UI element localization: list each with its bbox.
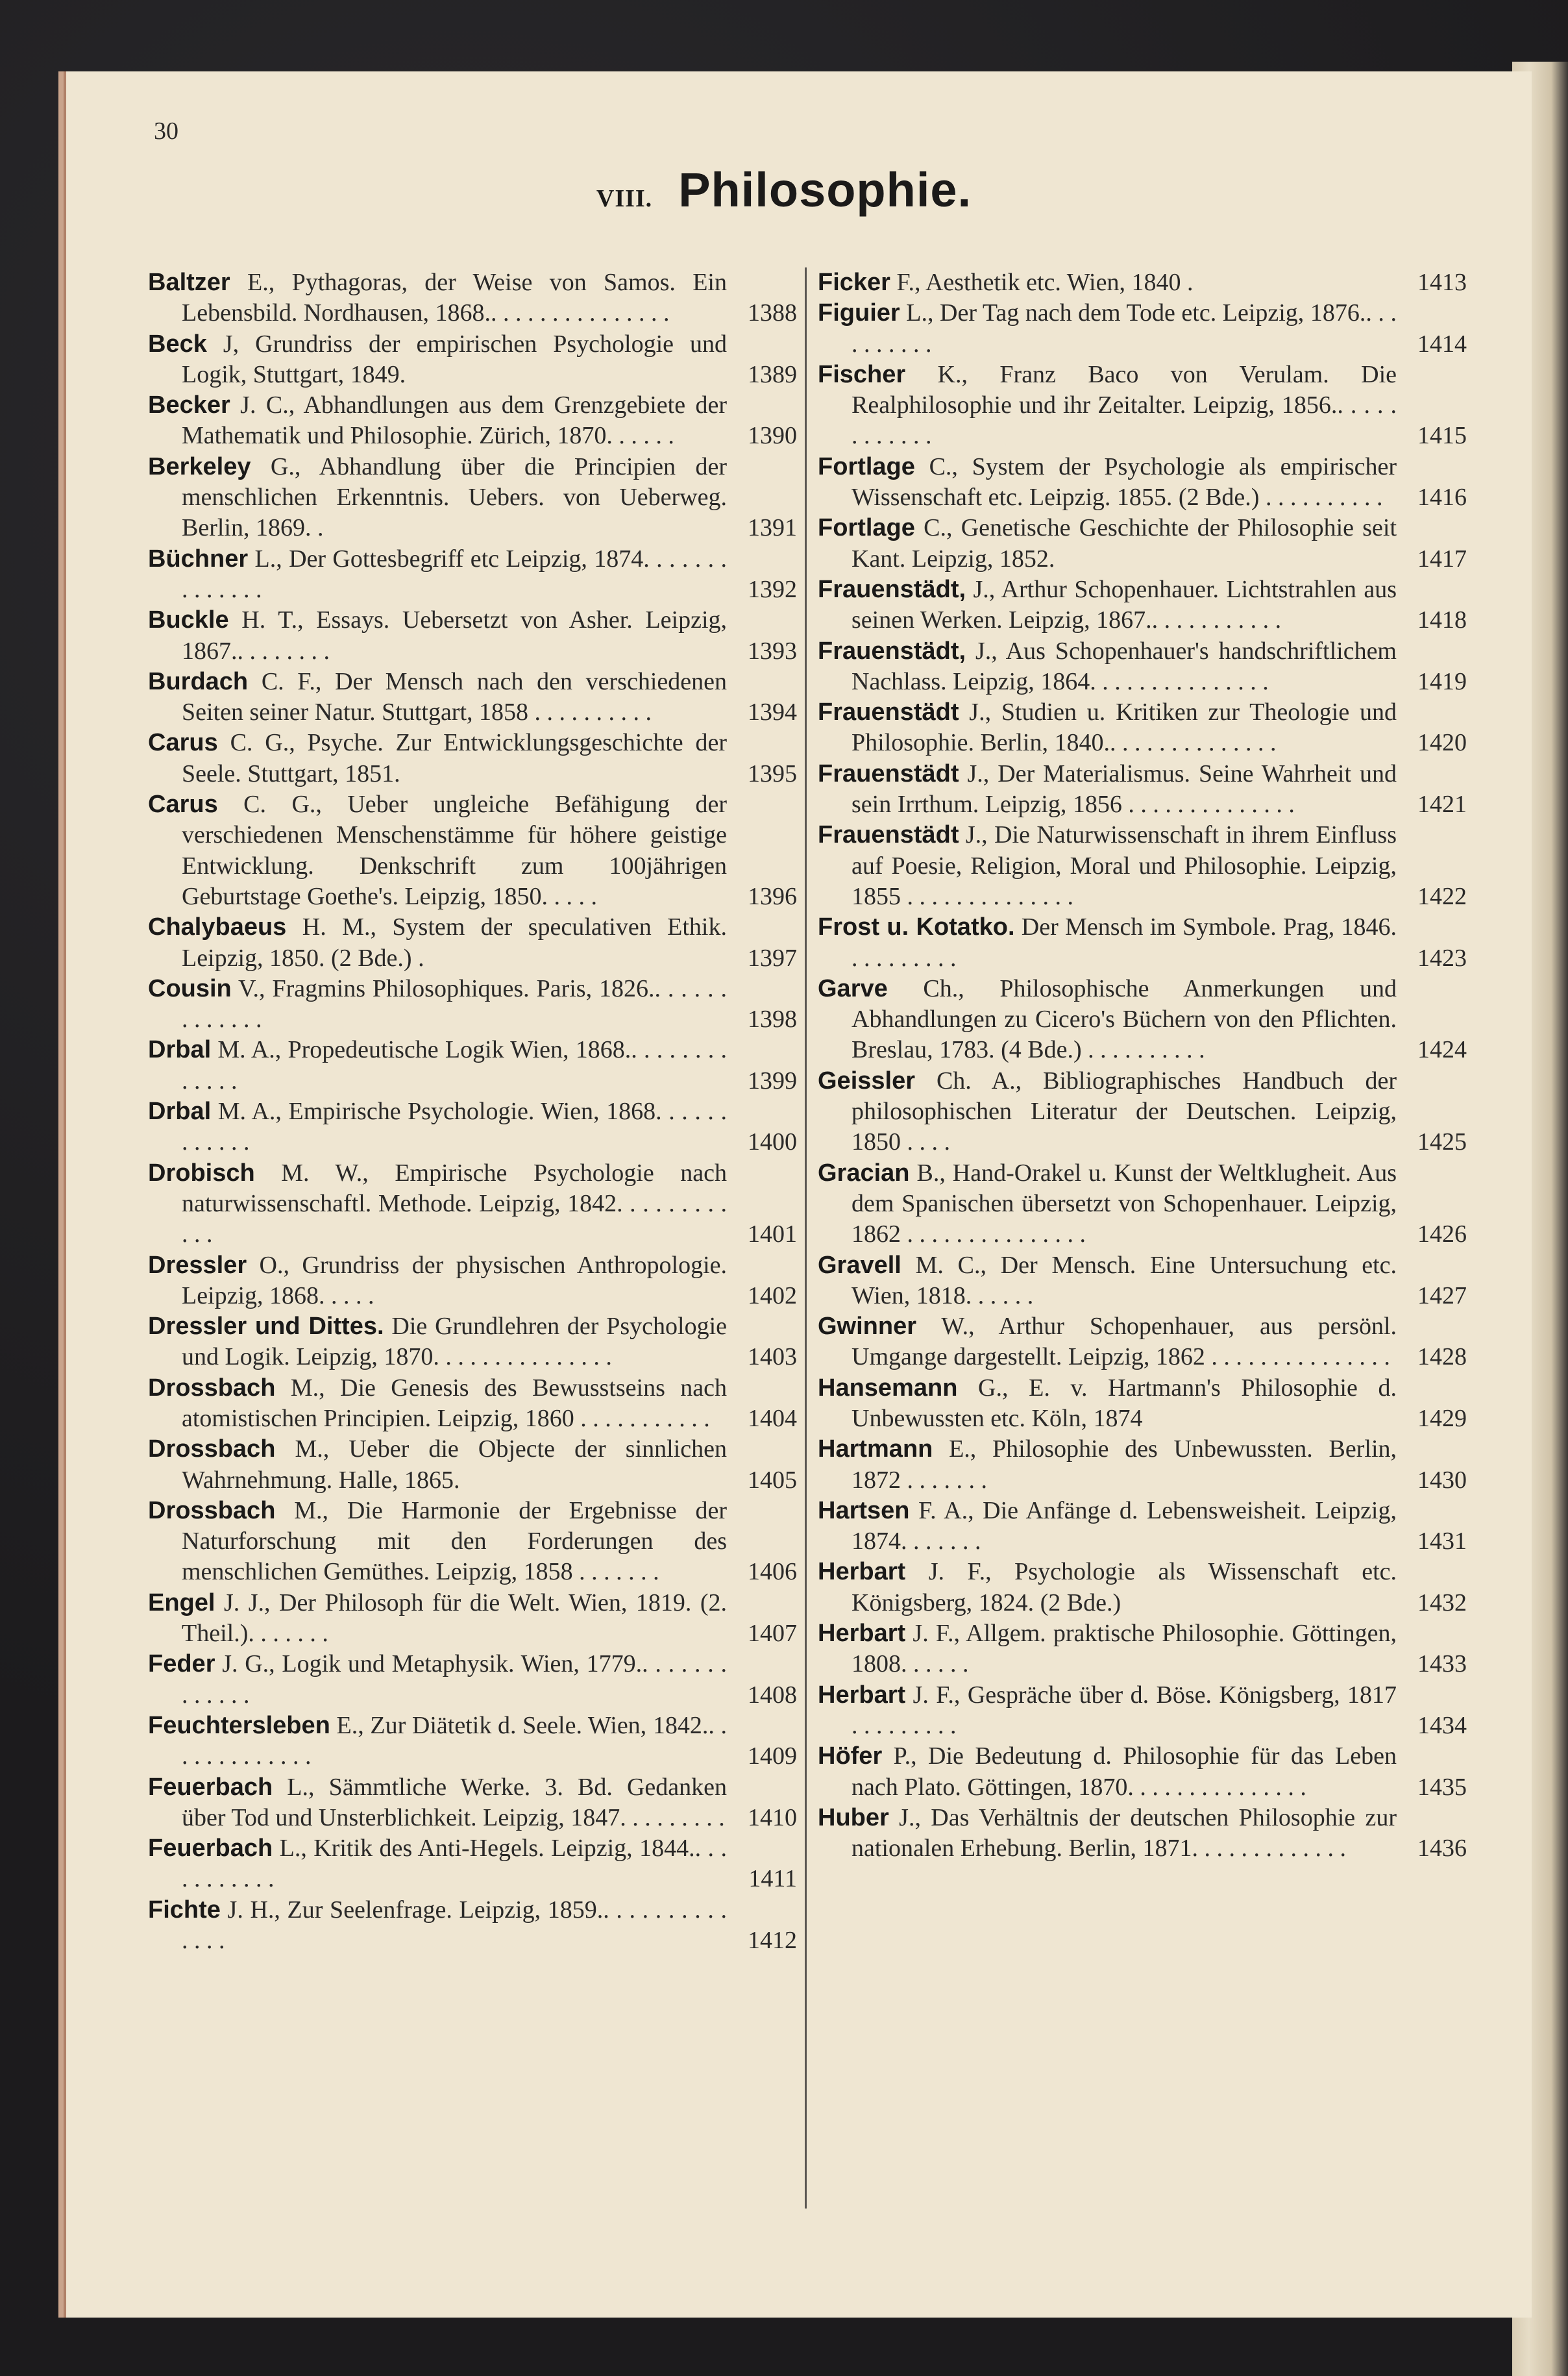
bibliography-entry: [148, 1035, 797, 1096]
entry-number: 1399: [748, 1067, 797, 1095]
entry-number: 1414: [1417, 330, 1467, 358]
bibliography-entry: [148, 1649, 797, 1711]
bibliography-entry: [818, 1741, 1467, 1803]
entry-number: 1404: [748, 1404, 797, 1432]
entry-author: Cousin: [148, 974, 232, 1002]
entry-title: O., Grundriss der physischen Anthropologie. Leipzig, 1868. . . . .: [182, 1251, 727, 1309]
section-title: Philosophie.: [678, 163, 972, 217]
bibliography-entry: [148, 605, 797, 667]
entry-title: E., Pythagoras, der Weise von Samos. Ein Lebensbild. Nordhausen, 1868.. . . . . . . . . . . . . . .: [182, 269, 727, 327]
entry-author: Hartsen: [818, 1496, 910, 1524]
entry-author: Drobisch: [148, 1159, 255, 1187]
entry-author: Feuchtersleben: [148, 1711, 330, 1739]
bibliography-entry: [148, 974, 797, 1035]
entry-title: P., Die Bedeutung d. Philosophie für das Leben nach Plato. Göttingen, 1870. . . . . . . . . . . . . . .: [851, 1742, 1397, 1801]
entry-title: J. F., Gespräche über d. Böse. Königsberg, 1817 . . . . . . . . .: [851, 1681, 1397, 1739]
entry-author: Drossbach: [148, 1435, 276, 1463]
bibliography-entry: [148, 1096, 797, 1158]
entry-author: Gwinner: [818, 1313, 917, 1341]
bibliography-entry: [148, 544, 797, 606]
entry-number: 1427: [1417, 1281, 1467, 1309]
entry-number: 1426: [1417, 1220, 1467, 1248]
entry-number: 1413: [1417, 269, 1467, 296]
entry-number: 1430: [1417, 1466, 1467, 1494]
entry-title: Ch. A., Bibliographisches Handbuch der philosophischen Literatur der Deutschen. Leipzig, 1850 . . . .: [851, 1067, 1397, 1156]
entry-number: 1418: [1417, 606, 1467, 634]
entry-number: 1401: [748, 1220, 797, 1248]
entry-author: Frost u. Kotatko.: [818, 913, 1015, 941]
entry-title: J., Das Verhältnis der deutschen Philosophie zur nationalen Erhebung. Berlin, 1871. . . . . . . . . . . . .: [851, 1803, 1397, 1862]
entry-number: 1406: [748, 1558, 797, 1586]
entry-title: F. A., Die Anfänge d. Lebensweisheit. Leipzig, 1874. . . . . . .: [851, 1496, 1397, 1555]
entry-title: J., Die Naturwissenschaft in ihrem Einfluss auf Poesie, Religion, Moral und Philosophie. Leipzig, 1855 . . . . . . . . . . . . . .: [851, 821, 1397, 910]
entry-title: Der Mensch im Symbole. Prag, 1846. . . . . . . . . .: [851, 913, 1397, 972]
bibliography-entry: [818, 1066, 1467, 1158]
entry-author: Höfer: [818, 1742, 883, 1770]
bibliography-entry: [818, 1373, 1467, 1435]
bibliography-entry: [148, 1311, 797, 1373]
bibliography-entry: [818, 1496, 1467, 1557]
entry-number: 1391: [748, 514, 797, 542]
entry-number: 1436: [1417, 1835, 1467, 1862]
bibliography-entry: [148, 789, 797, 912]
bibliography-entry: [148, 667, 797, 728]
entry-author: Huber: [818, 1803, 889, 1831]
bibliography-entry: [818, 1680, 1467, 1742]
bibliography-entry: [148, 1373, 797, 1435]
entry-number: 1408: [748, 1681, 797, 1709]
bibliography-entry: [818, 575, 1467, 636]
entry-number: 1433: [1417, 1650, 1467, 1678]
bibliography-entry: [818, 636, 1467, 698]
entry-number: 1415: [1417, 422, 1467, 450]
entry-author: Feuerbach: [148, 1835, 273, 1862]
bibliography-entry: [818, 1158, 1467, 1250]
entry-author: Buckle: [148, 606, 229, 634]
entry-author: Berkeley: [148, 452, 251, 480]
entry-author: Garve: [818, 974, 888, 1002]
bibliography-entry: [818, 1434, 1467, 1496]
bibliography-entry: [148, 452, 797, 544]
entry-title: M. C., Der Mensch. Eine Untersuchung etc. Wien, 1818. . . . . .: [851, 1251, 1397, 1309]
entry-title: J. G., Logik und Metaphysik. Wien, 1779.. . . . . . . . . . . . .: [182, 1650, 727, 1709]
entry-author: Carus: [148, 729, 218, 757]
bibliography-entry: [818, 1250, 1467, 1312]
entry-title: M. W., Empirische Psychologie nach naturwissenschaftl. Methode. Leipzig, 1842. . . . . . . . . . . .: [182, 1159, 727, 1248]
entry-title: M., Die Genesis des Bewusstseins nach atomistischen Principien. Leipzig, 1860 . . . . . . . . . . .: [182, 1374, 727, 1432]
entry-author: Fortlage: [818, 452, 915, 480]
entry-number: 1410: [748, 1803, 797, 1831]
entry-number: 1407: [748, 1620, 797, 1648]
entry-author: Drbal: [148, 1098, 212, 1126]
entry-title: Die Grundlehren der Psychologie und Logik. Leipzig, 1870. . . . . . . . . . . . . . .: [182, 1313, 728, 1371]
entry-number: 1417: [1417, 545, 1467, 573]
entry-number: 1392: [748, 575, 797, 603]
bibliography-entry: [148, 1895, 797, 1957]
bibliography-entry: [818, 974, 1467, 1066]
entry-author: Figuier: [818, 299, 900, 327]
entry-title: J. C., Abhandlungen aus dem Grenzgebiete der Mathematik und Philosophie. Zürich, 1870. . . . . .: [182, 391, 727, 450]
entry-author: Frauenstädt: [818, 699, 959, 726]
bibliography-entry: [818, 759, 1467, 821]
entry-title: V., Fragmins Philosophiques. Paris, 1826.. . . . . . . . . . . . .: [182, 974, 727, 1033]
bibliography-entry: [818, 513, 1467, 575]
entry-author: Feder: [148, 1650, 215, 1678]
entry-number: 1421: [1417, 791, 1467, 819]
entry-author: Feuerbach: [148, 1773, 273, 1801]
entry-title: J. F., Psychologie als Wissenschaft etc. Königsberg, 1824. (2 Bde.): [851, 1558, 1397, 1616]
section-heading: [0, 162, 1568, 217]
column-divider: [805, 267, 807, 2209]
entry-author: Drossbach: [148, 1374, 276, 1402]
entry-title: L., Der Tag nach dem Tode etc. Leipzig, 1876.. . . . . . . . . .: [851, 299, 1397, 358]
entry-number: 1428: [1417, 1343, 1467, 1371]
bibliography-entry: [818, 820, 1467, 912]
bibliography-entry: [148, 912, 797, 974]
right-column: [818, 267, 1467, 2234]
entry-title: L., Sämmtliche Werke. 3. Bd. Gedanken über Tod und Unsterblichkeit. Leipzig, 1847. . . . . . . . .: [182, 1773, 727, 1831]
bibliography-entry: [818, 267, 1467, 298]
entry-number: 1431: [1417, 1528, 1467, 1555]
entry-title: J. F., Allgem. praktische Philosophie. Göttingen, 1808. . . . . .: [851, 1620, 1397, 1678]
entry-title: L., Der Gottesbegriff etc Leipzig, 1874. . . . . . . . . . . . . .: [182, 545, 727, 603]
entry-number: 1396: [748, 882, 797, 910]
entry-title: C. G., Ueber ungleiche Befähigung der verschiedenen Menschenstämme für höhere geistige Entwicklung. Denkschrift zum 100jährigen Geburtstage Goethe's. Leipzig, 1850. . . . .: [182, 791, 727, 910]
entry-title: M., Die Harmonie der Ergebnisse der Naturforschung mit den Forderungen des menschlichen Gemüthes. Leipzig, 1858 . . . . . . .: [182, 1496, 727, 1586]
entry-author: Chalybaeus: [148, 913, 287, 941]
entry-number: 1395: [748, 760, 797, 787]
entry-title: C. F., Der Mensch nach den verschiedenen Seiten seiner Natur. Stuttgart, 1858 . . . . . . . . . .: [182, 667, 727, 726]
left-column: [148, 267, 797, 2234]
bibliography-entry: [818, 1803, 1467, 1864]
entry-title: G., E. v. Hartmann's Philosophie d. Unbewussten etc. Köln, 1874: [851, 1374, 1397, 1432]
entry-number: 1400: [748, 1128, 797, 1156]
entry-author: Gracian: [818, 1159, 910, 1187]
bibliography-entry: [148, 728, 797, 789]
entry-number: 1411: [748, 1865, 797, 1893]
entry-title: Ch., Philosophische Anmerkungen und Abhandlungen zu Cicero's Büchern von den Pflichten. Breslau, 1783. (4 Bde.) . . . . . . . . . .: [851, 974, 1397, 1064]
entry-author: Herbart: [818, 1620, 906, 1648]
bibliography-entry: [148, 267, 797, 329]
entry-number: 1423: [1417, 944, 1467, 972]
entry-title: G., Abhandlung über die Principien der menschlichen Erkenntnis. Uebers. von Ueberweg. Berlin, 1869. .: [182, 452, 727, 542]
entry-title: J., Arthur Schopenhauer. Lichtstrahlen aus seinen Werken. Leipzig, 1867.. . . . . . . . . . .: [851, 575, 1397, 634]
bibliography-entry: [148, 1711, 797, 1772]
entry-author: Drbal: [148, 1036, 212, 1064]
entry-number: 1397: [748, 944, 797, 972]
entry-title: J., Studien u. Kritiken zur Theologie und Philosophie. Berlin, 1840.. . . . . . . . . . . . . .: [851, 699, 1397, 757]
entry-number: 1432: [1417, 1589, 1467, 1616]
entry-title: L., Kritik des Anti-Hegels. Leipzig, 1844.. . . . . . . . . . .: [182, 1835, 727, 1893]
bibliography-entry: [148, 1496, 797, 1588]
entry-title: E., Zur Diätetik d. Seele. Wien, 1842.. . . . . . . . . . . . .: [182, 1711, 727, 1770]
entry-title: F., Aesthetik etc. Wien, 1840 .: [890, 269, 1194, 296]
entry-author: Fichte: [148, 1896, 221, 1924]
entry-title: C. G., Psyche. Zur Entwicklungsgeschichte der Seele. Stuttgart, 1851.: [182, 729, 727, 787]
entry-number: 1434: [1417, 1711, 1467, 1739]
entry-title: J. H., Zur Seelenfrage. Leipzig, 1859.. . . . . . . . . . . . . .: [182, 1896, 727, 1955]
entry-number: 1389: [748, 360, 797, 388]
entry-number: 1402: [748, 1281, 797, 1309]
entry-number: 1409: [748, 1742, 797, 1770]
entry-number: 1424: [1417, 1036, 1467, 1064]
entry-author: Fortlage: [818, 514, 915, 542]
entry-title: K., Franz Baco von Verulam. Die Realphilosophie und ihr Zeitalter. Leipzig, 1856.. . . . . . . . . . . .: [851, 360, 1397, 450]
bibliography-entry: [148, 1772, 797, 1834]
entry-title: J. J., Der Philosoph für die Welt. Wien, 1819. (2. Theil.). . . . . . .: [182, 1589, 727, 1648]
page-number: 30: [154, 118, 178, 145]
entry-number: 1393: [748, 637, 797, 665]
entry-author: Fischer: [818, 360, 906, 388]
entry-title: H. M., System der speculativen Ethik. Leipzig, 1850. (2 Bde.) .: [182, 913, 727, 972]
entry-title: B., Hand-Orakel u. Kunst der Weltklugheit. Aus dem Spanischen übersetzt von Schopenhauer. Leipzig, 1862 . . . . . . . . . . . . . . .: [851, 1159, 1397, 1248]
bibliography-entry: [818, 697, 1467, 759]
entry-author: Ficker: [818, 269, 890, 296]
bibliography-entry: [818, 360, 1467, 452]
entry-number: 1405: [748, 1466, 797, 1494]
entry-author: Frauenstädt,: [818, 637, 966, 665]
entry-author: Engel: [148, 1589, 215, 1616]
entry-author: Dressler und Dittes.: [148, 1313, 384, 1341]
entry-author: Büchner: [148, 545, 249, 573]
entry-number: 1429: [1417, 1404, 1467, 1432]
bibliography-entry: [818, 1618, 1467, 1680]
bibliography-entry: [818, 298, 1467, 360]
section-numeral: VIII.: [596, 185, 653, 212]
entry-title: H. T., Essays. Uebersetzt von Asher. Leipzig, 1867.. . . . . . . .: [182, 606, 727, 665]
bibliography-entry: [148, 1250, 797, 1312]
entry-title: C., System der Psychologie als empirischer Wissenschaft etc. Leipzig. 1855. (2 Bde.) . . . . . . . . . .: [851, 452, 1397, 512]
entry-number: 1390: [748, 422, 797, 450]
bibliography-entry: [148, 1833, 797, 1895]
entry-author: Hartmann: [818, 1435, 933, 1463]
entry-number: 1425: [1417, 1128, 1467, 1156]
entry-number: 1420: [1417, 729, 1467, 757]
entry-title: J., Aus Schopenhauer's handschriftlichem Nachlass. Leipzig, 1864. . . . . . . . . . . . . . .: [851, 637, 1397, 695]
entry-author: Frauenstädt,: [818, 575, 966, 603]
entry-author: Herbart: [818, 1681, 906, 1709]
entry-author: Dressler: [148, 1251, 247, 1279]
entry-author: Frauenstädt: [818, 760, 959, 787]
bibliography-entry: [818, 1557, 1467, 1618]
bibliography-entry: [148, 329, 797, 391]
entry-author: Hansemann: [818, 1374, 958, 1402]
entry-author: Carus: [148, 791, 218, 819]
entry-title: J, Grundriss der empirischen Psychologie und Logik, Stuttgart, 1849.: [182, 330, 727, 388]
entry-author: Burdach: [148, 667, 249, 695]
entry-title: M., Ueber die Objecte der sinnlichen Wahrnehmung. Halle, 1865.: [182, 1435, 727, 1494]
entry-author: Herbart: [818, 1558, 906, 1586]
entry-author: Gravell: [818, 1251, 901, 1279]
bibliography-entry: [818, 912, 1467, 974]
entry-author: Frauenstädt: [818, 821, 959, 849]
bibliography-entry: [148, 1434, 797, 1496]
entry-number: 1388: [748, 299, 797, 327]
bibliography-entry: [148, 1588, 797, 1650]
bibliography-entry: [148, 1158, 797, 1250]
entry-title: W., Arthur Schopenhauer, aus persönl. Umgange dargestellt. Leipzig, 1862 . . . . . . . . . . . . . . .: [851, 1313, 1397, 1371]
entry-title: E., Philosophie des Unbewussten. Berlin, 1872 . . . . . . .: [851, 1435, 1397, 1494]
entry-number: 1403: [748, 1343, 797, 1371]
entry-number: 1419: [1417, 667, 1467, 695]
bibliography-entry: [818, 1311, 1467, 1373]
entry-title: M. A., Empirische Psychologie. Wien, 1868. . . . . . . . . . . .: [182, 1098, 727, 1156]
entry-number: 1394: [748, 699, 797, 726]
entry-number: 1412: [748, 1927, 797, 1955]
entry-number: 1435: [1417, 1773, 1467, 1801]
bibliography-entry: [148, 390, 797, 452]
entry-number: 1398: [748, 1006, 797, 1033]
bibliography-entry: [818, 452, 1467, 514]
entry-author: Becker: [148, 391, 230, 419]
entry-title: M. A., Propedeutische Logik Wien, 1868.. . . . . . . . . . . . .: [182, 1036, 727, 1095]
entry-title: C., Genetische Geschichte der Philosophie seit Kant. Leipzig, 1852.: [851, 514, 1397, 573]
entry-author: Baltzer: [148, 269, 230, 296]
entry-author: Geissler: [818, 1067, 915, 1095]
entry-number: 1422: [1417, 882, 1467, 910]
entry-number: 1416: [1417, 484, 1467, 512]
entry-author: Drossbach: [148, 1496, 276, 1524]
entry-title: J., Der Materialismus. Seine Wahrheit und sein Irrthum. Leipzig, 1856 . . . . . . . . . . . . . .: [851, 760, 1397, 819]
entry-author: Beck: [148, 330, 207, 358]
